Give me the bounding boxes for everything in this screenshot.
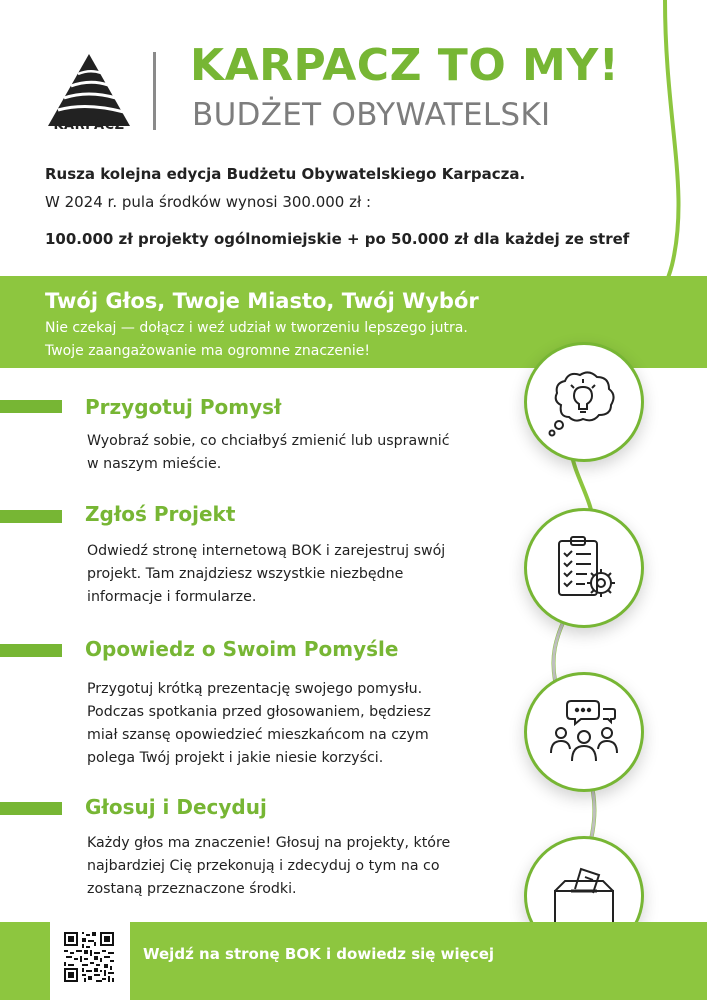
header-divider (153, 52, 156, 130)
step-3-bar (0, 644, 62, 657)
step-4-line-1: Każdy głos ma znaczenie! Głosuj na projekty, które (87, 835, 451, 851)
step-3-line-4: polega Twój projekt i jakie niesie korzyści. (87, 750, 384, 766)
intro-line-3: 100.000 zł projekty ogólnomiejskie + po 50.000 zł dla każdej ze stref (45, 230, 630, 248)
step-2-text (87, 540, 507, 609)
banner-title: Twój Głos, Twoje Miasto, Twój Wybór (45, 289, 479, 313)
footer-cta-text: Wejdź na stronę BOK i dowiedz się więcej (143, 945, 495, 963)
intro-line-2: W 2024 r. pula środków wynosi 300.000 zł : (45, 193, 372, 211)
step-1-bar (0, 400, 62, 413)
logo-text: KARPACZ (53, 118, 125, 133)
step-1-line-2: w naszym mieście. (87, 456, 222, 472)
banner-text-1: Nie czekaj — dołącz i weź udział w tworzeniu lepszego jutra. (45, 320, 468, 336)
group-discussion-icon (547, 695, 621, 769)
step-3-line-2: Podczas spotkania przed głosowaniem, będziesz (87, 704, 431, 720)
step-3-icon-circle (524, 672, 644, 792)
page-subtitle: BUDŻET OBYWATELSKI (192, 97, 551, 133)
step-2-bar (0, 510, 62, 523)
step-3-text (87, 678, 507, 770)
step-4-title: Głosuj i Decyduj (85, 795, 267, 819)
page-title: KARPACZ TO MY! (190, 40, 620, 91)
step-1-icon-circle (524, 342, 644, 462)
step-1-line-1: Wyobraź sobie, co chciałbyś zmienić lub usprawnić (87, 433, 450, 449)
step-1-title: Przygotuj Pomysł (85, 395, 282, 419)
step-2-line-1: Odwiedź stronę internetową BOK i zarejestruj swój (87, 543, 446, 559)
step-4-text (87, 832, 507, 901)
step-2-line-3: informacje i formularze. (87, 589, 257, 605)
intro-line-1: Rusza kolejna edycja Budżetu Obywatelskiego Karpacza. (45, 165, 526, 183)
step-2-title: Zgłoś Projekt (85, 502, 236, 526)
step-3-title: Opowiedz o Swoim Pomyśle (85, 637, 399, 661)
step-4-bar (0, 802, 62, 815)
qr-code-icon[interactable] (64, 932, 114, 982)
step-4-line-3: zostaną przeznaczone środki. (87, 881, 297, 897)
step-3-line-1: Przygotuj krótką prezentację swojego pomysłu. (87, 681, 423, 697)
step-4-line-2: najbardziej Cię przekonują i zdecyduj o tym na co (87, 858, 440, 874)
idea-bulb-icon (547, 365, 621, 439)
banner-text-2: Twoje zaangażowanie ma ogromne znaczenie! (45, 343, 370, 359)
checklist-gear-icon (547, 531, 621, 605)
step-3-line-3: miał szansę opowiedzieć mieszkańcom na czym (87, 727, 429, 743)
step-2-icon-circle (524, 508, 644, 628)
step-1-text (87, 430, 507, 476)
step-2-line-2: projekt. Tam znajdziesz wszystkie niezbędne (87, 566, 404, 582)
